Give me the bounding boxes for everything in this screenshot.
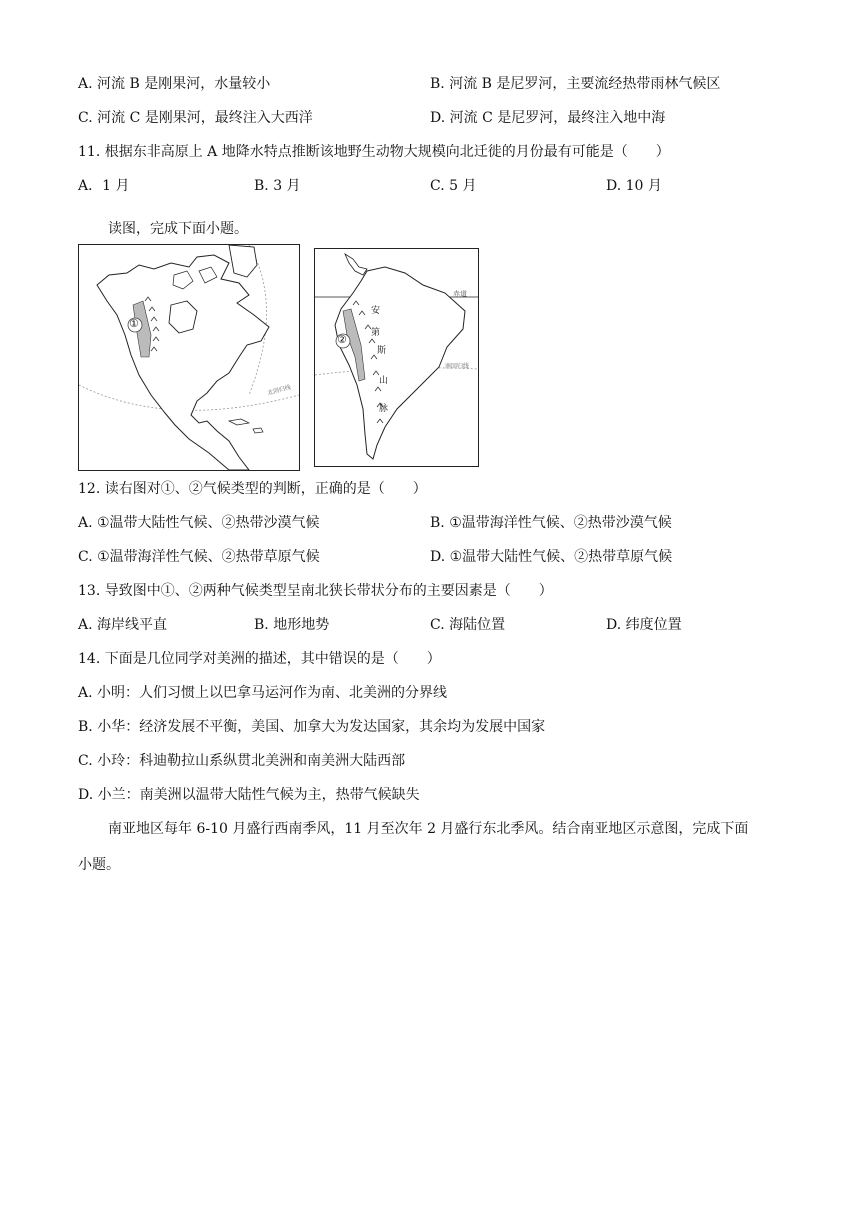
q12-option-a: A. ①温带大陆性气候、②热带沙漠气候 <box>78 515 320 531</box>
q11-option-b: B. 3 月 <box>254 178 301 194</box>
q13-stem: 13. 导致图中①、②两种气候类型呈南北狭长带状分布的主要因素是（ ） <box>78 583 553 599</box>
andes-char-5: 脉 <box>379 404 389 414</box>
q12-option-d: D. ①温带大陆性气候、②热带草原气候 <box>430 549 673 565</box>
q10-option-b: B. 河流 B 是尼罗河，主要流经热带雨林气候区 <box>430 76 721 92</box>
andes-char-3: 斯 <box>377 346 387 356</box>
marker-1: ① <box>129 317 139 330</box>
q12-option-b: B. ①温带海洋性气候、②热带沙漠气候 <box>430 515 672 531</box>
q11-option-d: D. 10 月 <box>606 178 662 194</box>
map-intro: 读图，完成下面小题。 <box>108 221 248 237</box>
south-asia-intro-line1: 南亚地区每年 6-10 月盛行西南季风，11 月至次年 2 月盛行东北季风。结合南亚地区示意图，完成下面 <box>108 821 749 837</box>
equator-label: 赤道 <box>453 290 467 298</box>
q14-option-a: A. 小明：人们习惯上以巴拿马运河作为南、北美洲的分界线 <box>78 685 448 701</box>
q11-option-a: A．1 月 <box>78 178 130 194</box>
south-asia-intro-line2: 小题。 <box>78 857 120 873</box>
q14-option-d: D. 小兰：南美洲以温带大陆性气候为主，热带气候缺失 <box>78 787 420 803</box>
andes-char-4: 山 <box>379 376 389 386</box>
q12-option-c: C. ①温带海洋性气候、②热带草原气候 <box>78 549 320 565</box>
q14-stem: 14. 下面是几位同学对美洲的描述，其中错误的是（ ） <box>78 651 441 667</box>
north-america-map <box>78 244 300 471</box>
q10-option-a: A. 河流 B 是刚果河，水量较小 <box>78 76 271 92</box>
q13-option-d: D. 纬度位置 <box>606 617 682 633</box>
q11-stem: 11. 根据东非高原上 A 地降水特点推断该地野生动物大规模向北迁徙的月份最有可能是（ ） <box>78 144 670 160</box>
q11-option-c: C. 5 月 <box>430 178 477 194</box>
q12-stem: 12. 读右图对①、②气候类型的判断，正确的是（ ） <box>78 481 427 497</box>
south-tropic-label: 南回归线 <box>445 363 470 370</box>
north-tropic-label: 北回归线 <box>266 383 292 397</box>
q14-option-b: B. 小华：经济发展不平衡，美国、加拿大为发达国家，其余均为发展中国家 <box>78 719 546 735</box>
q10-option-c: C. 河流 C 是刚果河，最终注入大西洋 <box>78 110 313 126</box>
q13-option-c: C. 海陆位置 <box>430 617 506 633</box>
south-america-map <box>314 248 479 467</box>
q13-option-b: B. 地形地势 <box>254 617 330 633</box>
marker-2: ② <box>337 333 347 346</box>
q10-option-d: D. 河流 C 是尼罗河，最终注入地中海 <box>430 110 666 126</box>
q14-option-c: C. 小玲：科迪勒拉山系纵贯北美洲和南美洲大陆西部 <box>78 753 406 769</box>
andes-char-2: 第 <box>371 328 381 338</box>
andes-char-1: 安 <box>371 306 381 316</box>
q13-option-a: A. 海岸线平直 <box>78 617 168 633</box>
